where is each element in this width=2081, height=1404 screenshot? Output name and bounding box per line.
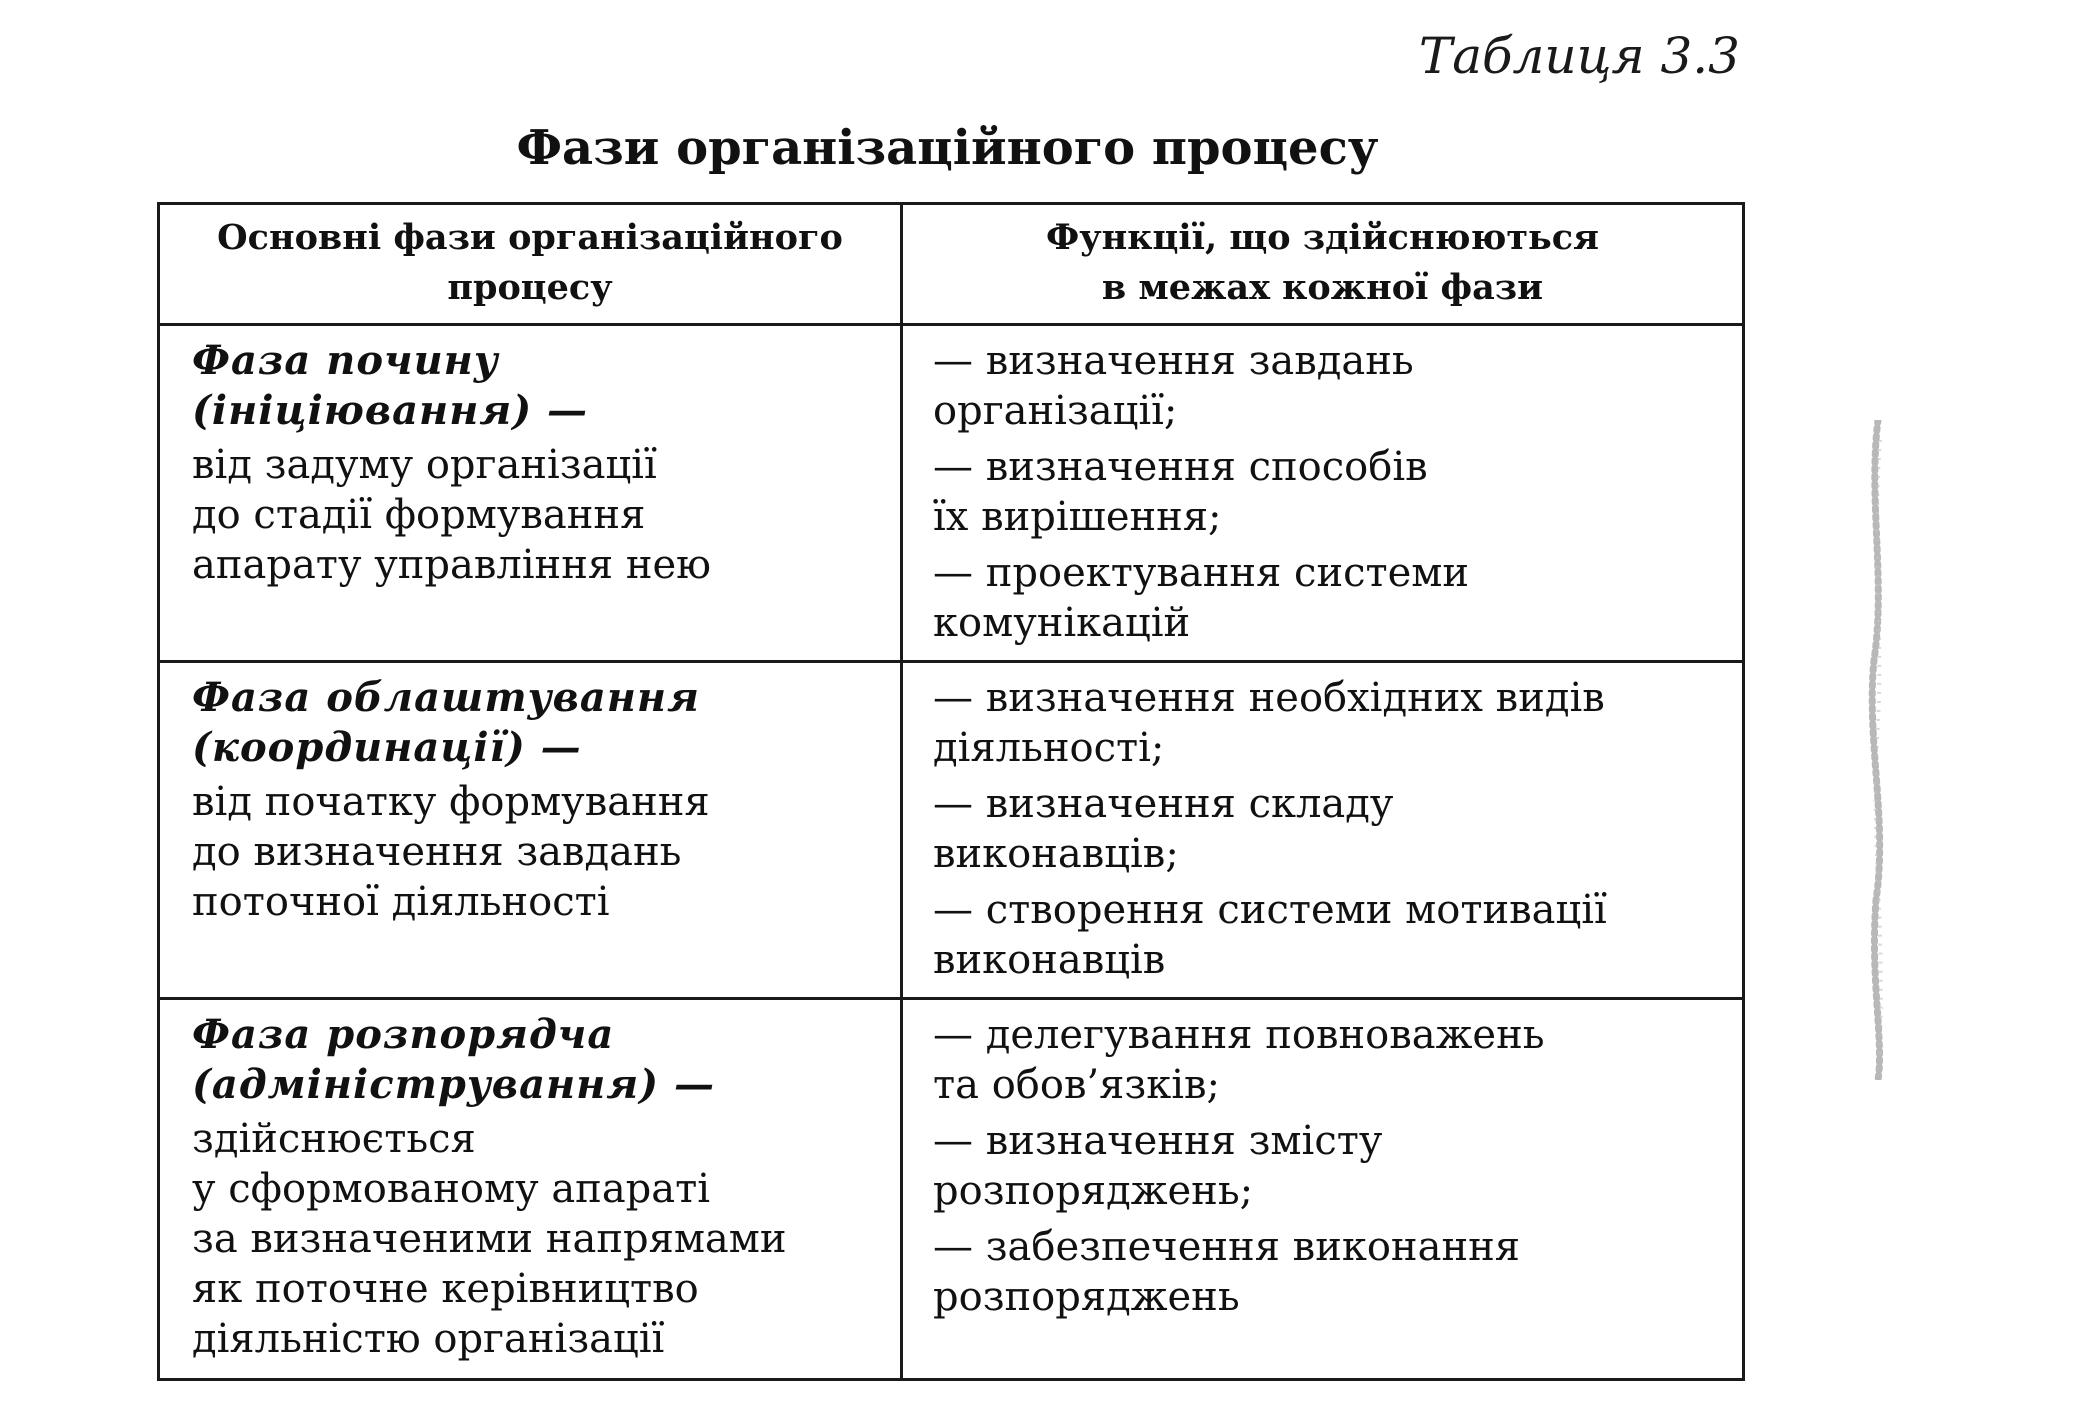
phase-cell	[159, 325, 902, 662]
phase-desc-line: у сформованому апараті	[192, 1166, 711, 1212]
phase-desc-line: від задуму організації	[192, 442, 657, 488]
function-line: — визначення способів	[933, 444, 1428, 490]
phase-desc-line: до визначення завдань	[192, 829, 682, 875]
phase-description	[192, 777, 876, 927]
function-line: діяльності;	[933, 725, 1165, 771]
phase-cell	[159, 999, 902, 1380]
phase-name	[192, 673, 876, 773]
phase-name	[192, 1010, 876, 1110]
function-item	[933, 1116, 1722, 1216]
phase-name-line: (адміністрування) —	[192, 1061, 716, 1108]
function-line: — проектування системи	[933, 550, 1470, 596]
function-item	[933, 779, 1722, 879]
phase-description	[192, 440, 876, 590]
table-row	[159, 999, 1744, 1380]
phase-desc-line: за визначеними напрямами	[192, 1216, 787, 1262]
phase-desc-line: апарату управління нею	[192, 542, 711, 588]
phase-desc-line: від початку формування	[192, 779, 710, 825]
phase-description	[192, 1114, 876, 1364]
header-phases-line1: Основні фази організаційного	[217, 217, 843, 258]
function-line: — визначення складу	[933, 781, 1394, 827]
phase-desc-line: поточної діяльності	[192, 879, 610, 925]
functions-cell	[902, 999, 1744, 1380]
function-line: виконавців	[933, 937, 1166, 983]
header-functions	[902, 204, 1744, 325]
phases-table	[157, 202, 1745, 1381]
function-line: розпоряджень	[933, 1274, 1240, 1320]
function-line: — створення системи мотивації	[933, 887, 1607, 933]
function-line: їх вирішення;	[933, 494, 1222, 540]
phase-name-line: Фаза облаштування	[192, 674, 700, 721]
header-phases-line2: процесу	[447, 267, 613, 308]
table-header-row	[159, 204, 1744, 325]
function-line: виконавців;	[933, 831, 1179, 877]
phase-desc-line: до стадії формування	[192, 492, 646, 538]
functions-cell	[902, 325, 1744, 662]
phase-desc-line: як поточне керівництво	[192, 1266, 699, 1312]
function-item	[933, 885, 1722, 985]
table-number: Таблиця 3.3	[1418, 27, 1740, 85]
phase-name-line: (координації) —	[192, 724, 582, 771]
function-line: — забезпечення виконання	[933, 1224, 1520, 1270]
function-line: та обов’язків;	[933, 1062, 1221, 1108]
function-line: організації;	[933, 388, 1178, 434]
header-functions-line2: в межах кожної фази	[1101, 267, 1544, 308]
phase-cell	[159, 662, 902, 999]
function-line: — делегування повноважень	[933, 1012, 1545, 1058]
phase-name-line: (ініціювання) —	[192, 387, 589, 434]
table-row	[159, 662, 1744, 999]
function-line: розпоряджень;	[933, 1168, 1254, 1214]
function-item	[933, 1222, 1722, 1322]
header-functions-line1: Функції, що здійснюються	[1046, 217, 1599, 258]
function-line: комунікацій	[933, 600, 1191, 646]
table-row	[159, 325, 1744, 662]
phase-name	[192, 336, 876, 436]
functions-cell	[902, 662, 1744, 999]
phase-desc-line: здійснюється	[192, 1116, 476, 1162]
phase-desc-line: діяльністю організації	[192, 1316, 665, 1362]
function-item	[933, 336, 1722, 436]
table-title: Фази організаційного процесу	[516, 120, 1379, 176]
function-item	[933, 548, 1722, 648]
header-phases	[159, 204, 902, 325]
function-item	[933, 442, 1722, 542]
phase-name-line: Фаза почину	[192, 337, 499, 384]
function-item	[933, 1010, 1722, 1110]
function-item	[933, 673, 1722, 773]
scan-artifact	[1862, 420, 1892, 1080]
function-line: — визначення необхідних видів	[933, 675, 1605, 721]
function-line: — визначення змісту	[933, 1118, 1383, 1164]
phase-name-line: Фаза розпорядча	[192, 1011, 615, 1058]
function-line: — визначення завдань	[933, 338, 1414, 384]
